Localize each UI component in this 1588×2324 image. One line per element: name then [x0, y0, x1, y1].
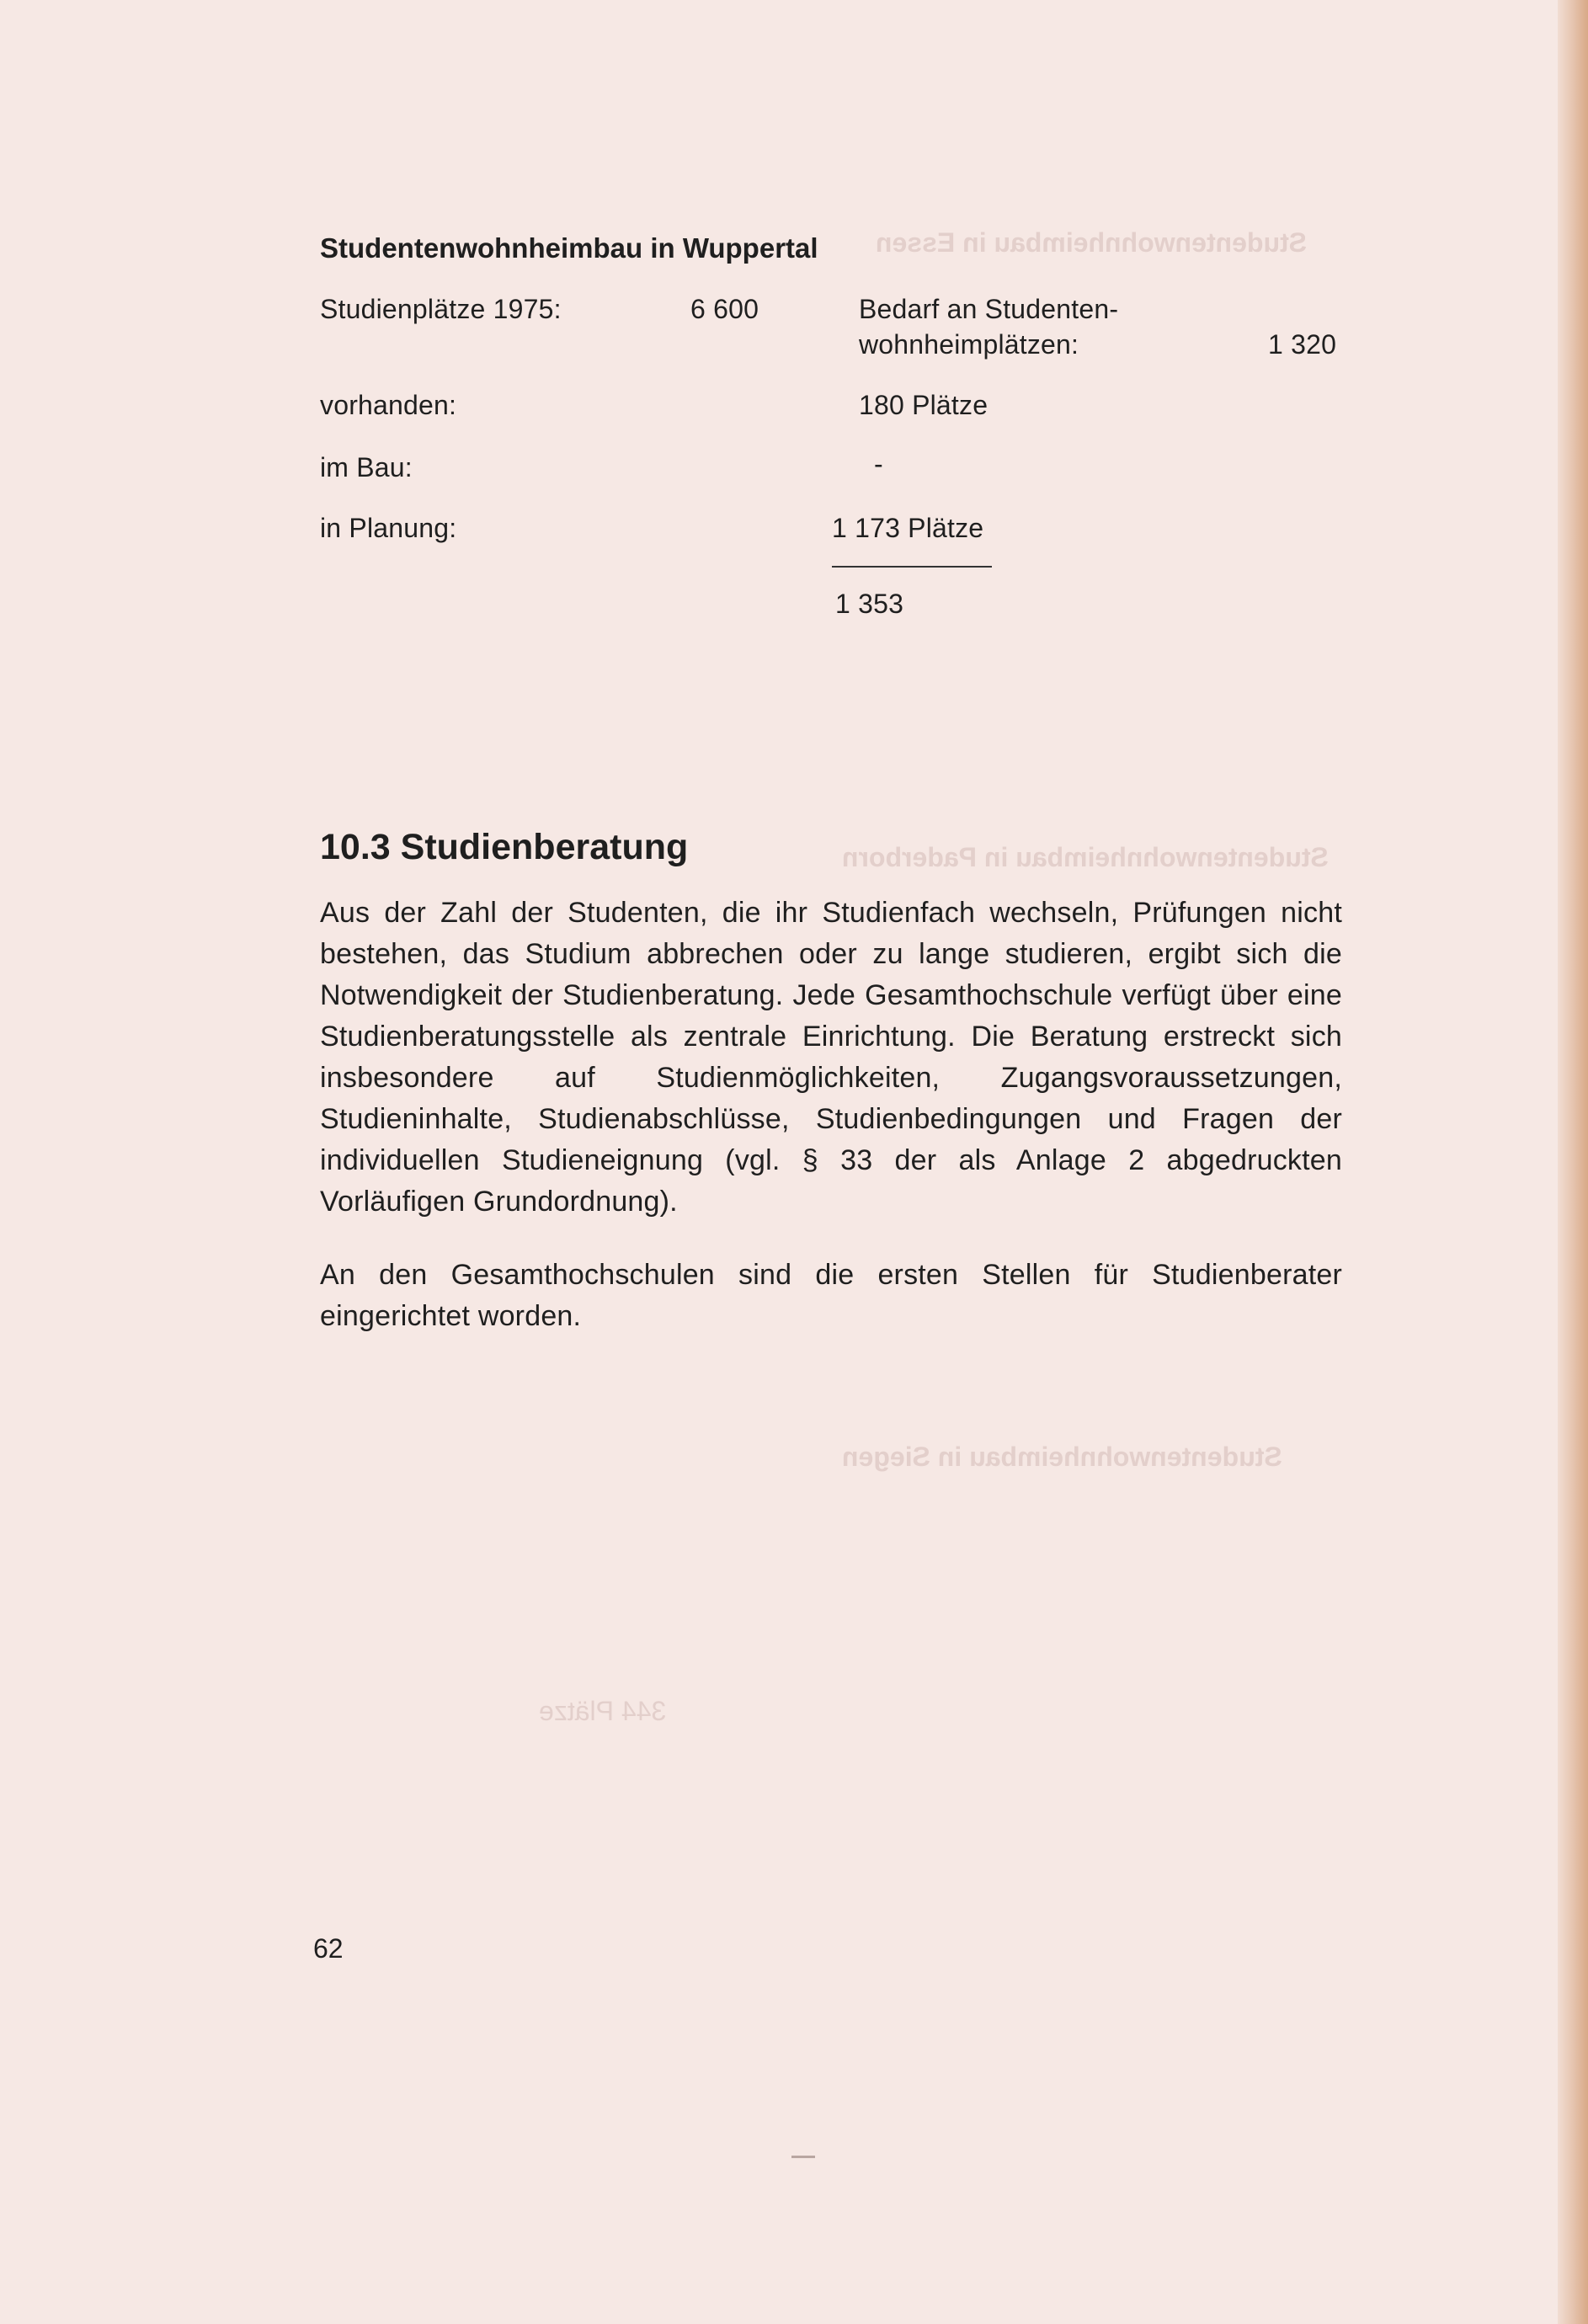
- table-heading: Studentenwohnheimbau in Wuppertal: [320, 232, 818, 264]
- bedarf-value: 1 320: [1268, 329, 1337, 360]
- total-value: 1 353: [835, 589, 904, 619]
- in-planung-value: 1 173 Plätze: [832, 513, 984, 543]
- paragraph-studienberatung: Aus der Zahl der Studenten, die ihr Studienfach wechseln, Prüfungen nicht bestehen, das Studium abbrechen oder zu lange studieren, ergibt sich die Notwendigkeit der Studienberatung. Jede Gesamthochschule verfügt über eine Studienberatungsstelle als zentrale Einrichtung. Die Beratung erstreckt sich insbesondere auf Studienmöglichkeiten, Zugangsvoraussetzungen, Studieninhalte, Studienabschlüsse, Studienbedingungen und Fragen der individuellen Studieneignung (vgl. § 33 der als Anlage 2 abgedruckten Vorläufigen Grundordnung).: [320, 897, 1342, 1218]
- page-number: 62: [313, 1933, 344, 1964]
- show-through-text: Studentenwohnheimbau in Essen: [876, 227, 1308, 258]
- show-through-text: 344 Plätze: [539, 1696, 667, 1726]
- sum-rule: [832, 566, 992, 568]
- vorhanden-value: 180 Plätze: [859, 390, 989, 420]
- scan-mark: [791, 2156, 815, 2158]
- show-through-text: Studentenwohnheimbau in Siegen: [842, 1442, 1282, 1472]
- bedarf-label-line-2: wohnheimplätzen:: [859, 329, 1079, 360]
- im-bau-value: -: [874, 449, 883, 479]
- studienplaetze-label: Studienplätze 1975:: [320, 294, 562, 324]
- section-title: 10.3 Studienberatung: [320, 826, 689, 867]
- in-planung-label: in Planung:: [320, 513, 457, 543]
- studienplaetze-value: 6 600: [690, 294, 759, 324]
- show-through-text: Studentenwohnheimbau in Paderborn: [842, 842, 1329, 872]
- paragraph-studienberater: An den Gesamthochschulen sind die ersten Stellen für Studienberater eingerichtet worden.: [320, 1259, 1342, 1332]
- vorhanden-label: vorhanden:: [320, 390, 457, 420]
- im-bau-label: im Bau:: [320, 452, 413, 482]
- bedarf-label-line-1: Bedarf an Studenten-: [859, 294, 1119, 324]
- page-edge: [1558, 0, 1588, 2324]
